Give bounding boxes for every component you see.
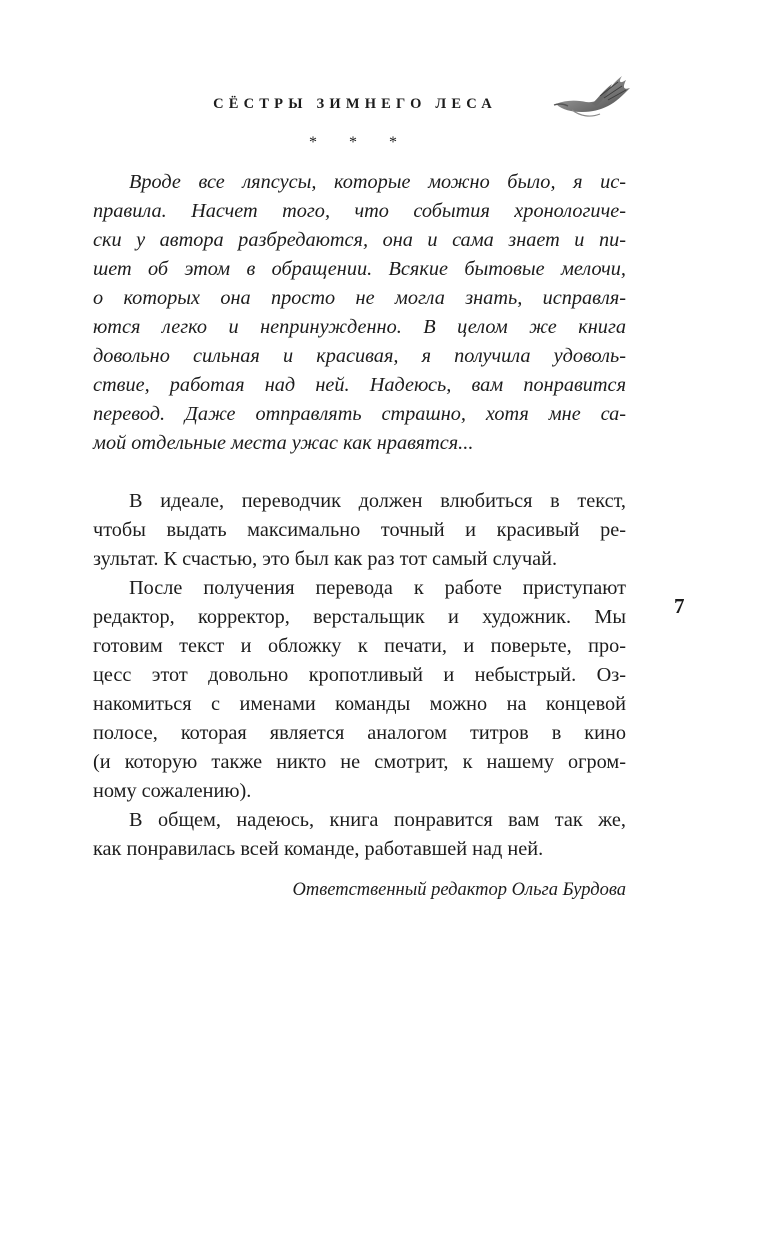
text-line: В общем, надеюсь, книга понравится вам так же, [129,809,626,831]
quote-block [93,168,626,458]
paragraph [93,806,626,864]
text-line: довольно сильная и красивая, я получила удоволь- [93,345,626,367]
text-line: После получения перевода к работе приступают [129,577,626,599]
text-line: чтобы выдать максимально точный и красивый ре- [93,519,626,541]
text-line: накомиться с именами команды можно на концевой [93,693,626,715]
text-line: зультат. К счастью, это был как раз тот самый случай. [93,548,558,570]
text-line: ствие, работая над ней. Надеюсь, вам понравится [93,374,626,396]
text-line: перевод. Даже отправлять страшно, хотя мне са- [93,403,626,425]
winged-bird-icon [552,70,632,122]
text-line: ному сожалению). [93,780,252,802]
text-line: о которых она просто не могла знать, исправля- [93,287,626,309]
paragraph-gap [93,458,626,487]
text-line: готовим текст и обложку к печати, и поверьте, про- [93,635,626,657]
text-line: шет об этом в обращении. Всякие бытовые мелочи, [93,258,626,280]
text-line: как понравилась всей команде, работавшей над ней. [93,838,544,860]
text-line: ски у автора разбредаются, она и сама знает и пи- [93,229,626,251]
text-line: правила. Насчет того, что события хронологиче- [93,200,626,222]
text-line: редактор, корректор, верстальщик и художник. Мы [93,606,626,628]
running-title: СЁСТРЫ ЗИМНЕГО ЛЕСА [213,96,497,112]
signature: Ответственный редактор Ольга Бурдова [292,880,626,900]
text-line: (и которую также никто не смотрит, к нашему огром- [93,751,626,773]
text-line: Вроде все ляпсусы, которые можно было, я ис- [129,171,626,193]
page-body [93,168,626,905]
paragraph [93,487,626,574]
text-line: цесс этот довольно кропотливый и небыстрый. Оз- [93,664,626,686]
text-line: полосе, которая является аналогом титров в кино [93,722,626,744]
section-separator: * * * [309,134,411,151]
text-line: В идеале, переводчик должен влюбиться в текст, [129,490,626,512]
text-line: ются легко и непринужденно. В целом же книга [93,316,626,338]
text-line: мой отдельные места ужас как нравятся... [93,432,474,454]
page-number: 7 [674,594,685,618]
paragraph [93,574,626,806]
